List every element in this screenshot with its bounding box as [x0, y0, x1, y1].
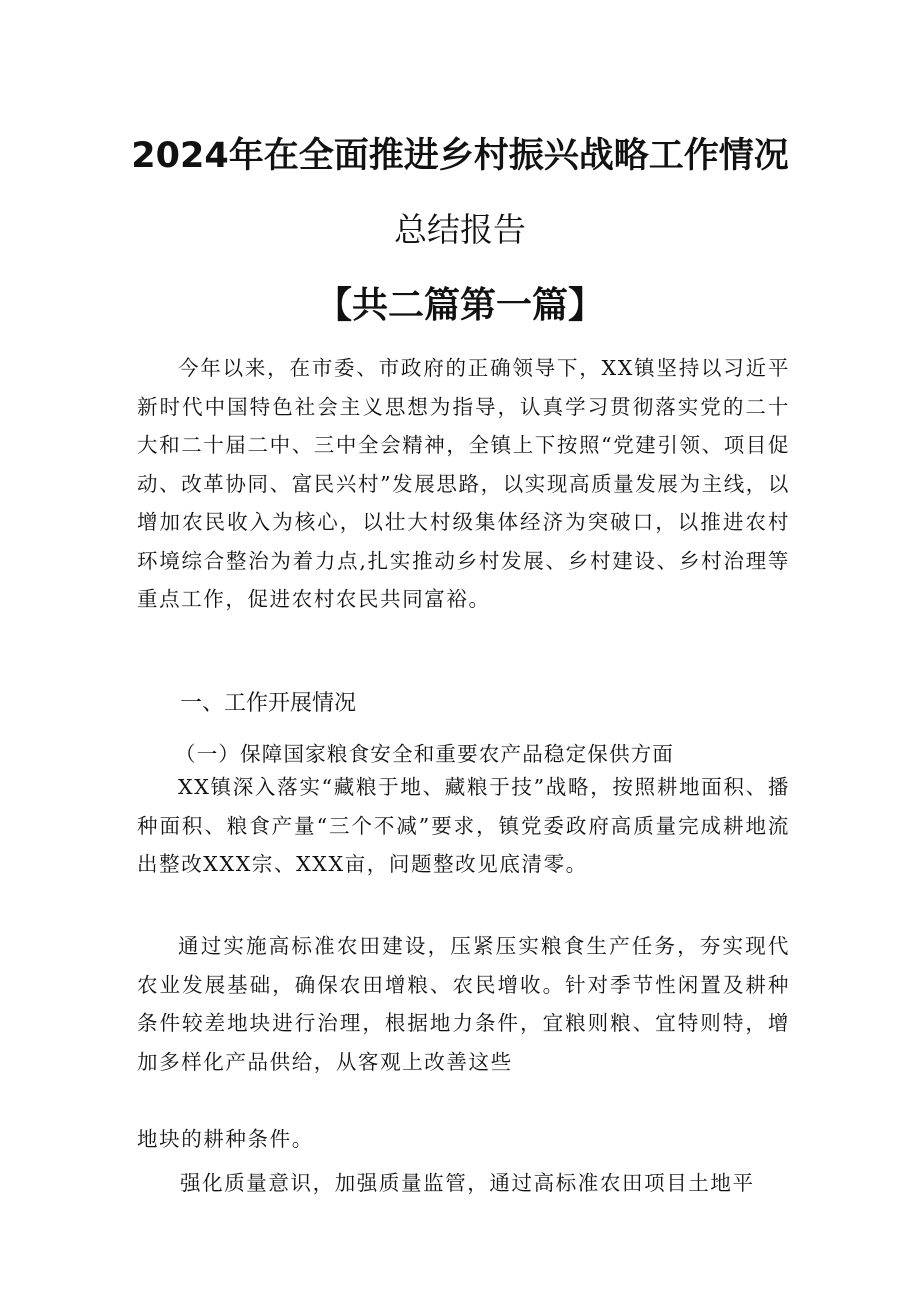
- paragraph-quality-supervision: 强化质量意识，加强质量监管，通过高标准农田项目土地平: [180, 1171, 755, 1195]
- subsection-heading: （一）保障国家粮食安全和重要农产品稳定保供方面: [175, 742, 675, 766]
- paragraph-farmland-construction-tail: 地块的耕种条件。: [137, 1127, 314, 1151]
- document-title-line1: 2024年在全面推进乡村振兴战略工作情况: [131, 136, 789, 176]
- paragraph-grain-security: XX镇深入落实“藏粮于地、藏粮于技”战略，按照耕地面积、播种面积、粮食产量“三个不减”要求，镇党委政府高质量完成耕地流出整改XXX宗、XXX亩，问题整改见底清零。: [137, 775, 790, 876]
- document-part-label: 【共二篇第一篇】: [315, 285, 604, 326]
- document-title-line2: 总结报告: [394, 210, 526, 249]
- paragraph-farmland-construction: 通过实施高标准农田建设，压紧压实粮食生产任务，夯实现代农业发展基础，确保农田增粮、农民增收。针对季节性闲置及耕种条件较差地块进行治理，根据地力条件，宜粮则粮、宜特则特，增加多样化产品供给，从客观上改善这些: [137, 934, 790, 1074]
- intro-paragraph: 今年以来，在市委、市政府的正确领导下，XX镇坚持以习近平新时代中国特色社会主义思想为指导，认真学习贯彻落实党的二十大和二十届二中、三中全会精神，全镇上下按照“党建引领、项目促动、改革协同、富民兴村”发展思路，以实现高质量发展为主线，以增加农民收入为核心，以壮大村级集体经济为突破口，以推进农村环境综合整治为着力点,扎实推动乡村发展、乡村建设、乡村治理等重点工作，促进农村农民共同富裕。: [137, 356, 790, 611]
- section-heading: 一、工作开展情况: [180, 691, 357, 716]
